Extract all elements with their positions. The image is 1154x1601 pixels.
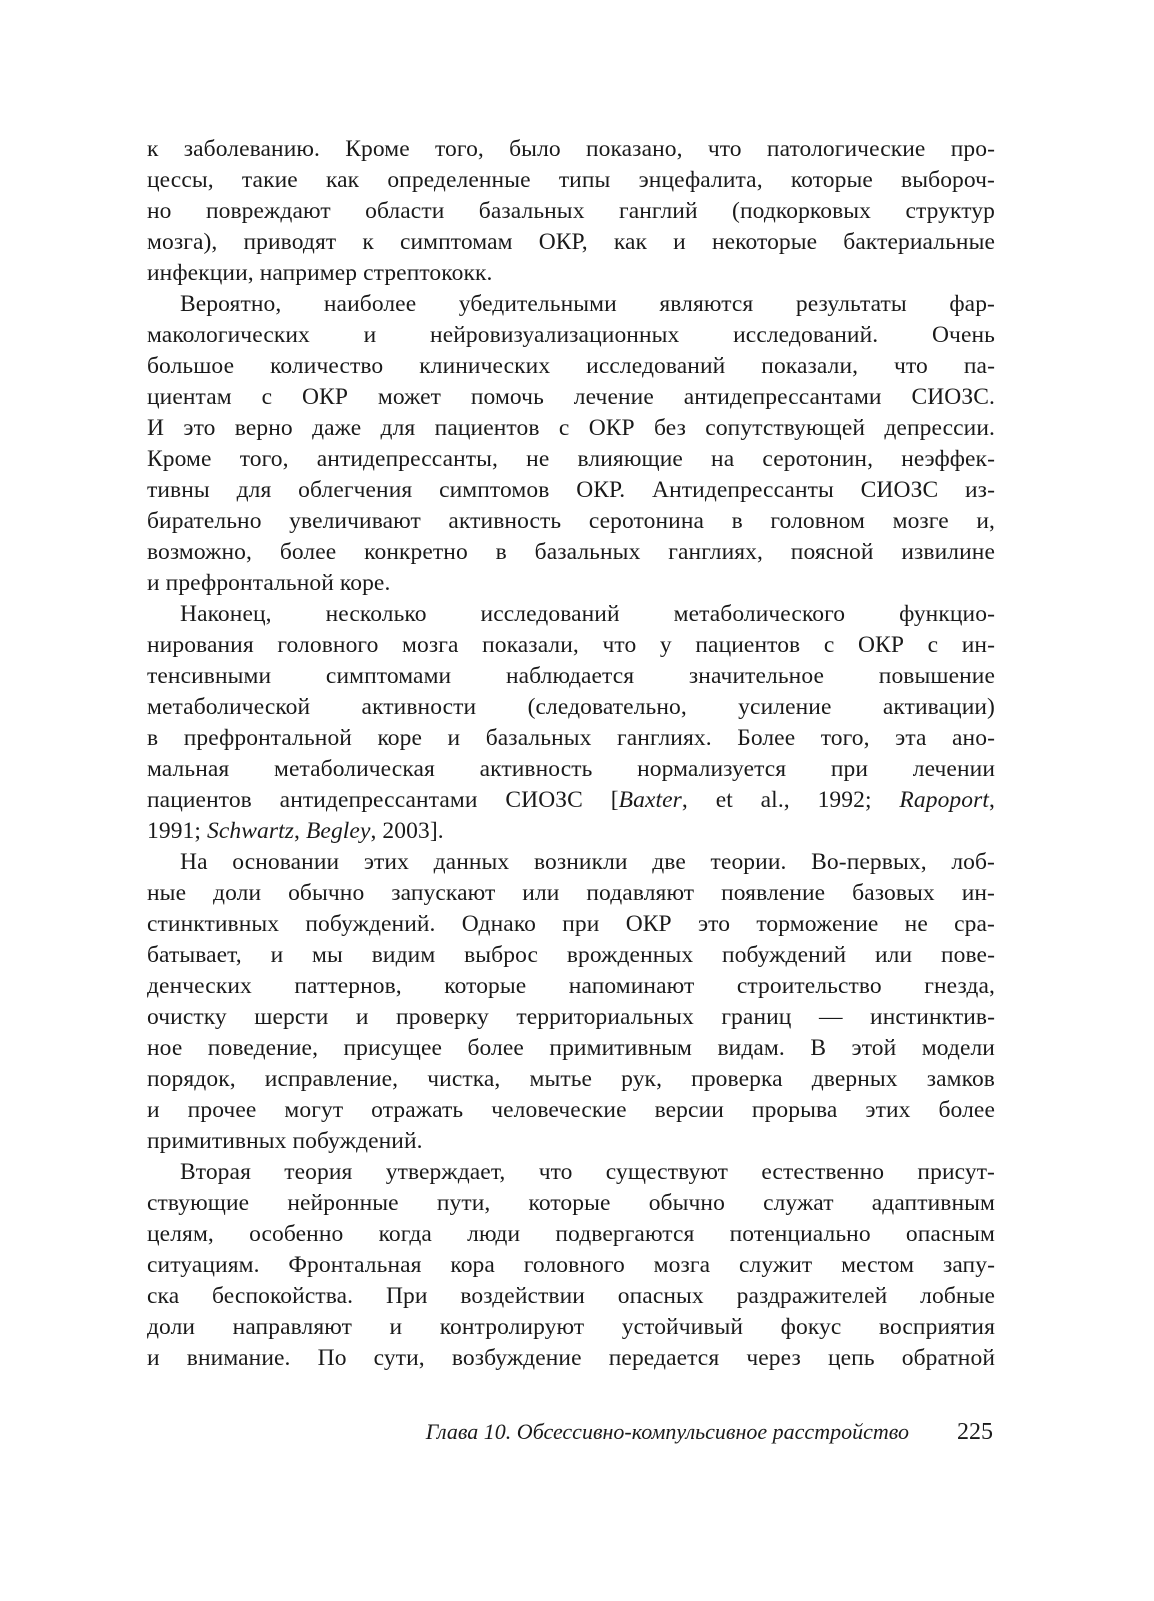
- page-footer: [147, 1415, 995, 1449]
- text-line: бирательно увеличивают активность серотонина в головном мозге и,: [147, 508, 995, 534]
- text-line: порядок, исправление, чистка, мытье рук, проверка дверных замков: [147, 1066, 995, 1092]
- citation-line: [147, 785, 995, 816]
- text-line: и префронтальной коре.: [147, 570, 391, 596]
- text-line: Кроме того, антидепрессанты, не влияющие на серотонин, неэффек-: [147, 446, 995, 472]
- citation-line: [147, 816, 995, 847]
- paragraph-4: [147, 847, 995, 1157]
- text-line: ситуациям. Фронтальная кора головного мозга служит местом запу-: [147, 1252, 995, 1278]
- text-line: ска беспокойства. При воздействии опасных раздражителей лобные: [147, 1283, 995, 1309]
- citation-text: , et al., 1992;: [681, 787, 900, 813]
- text-line: денческих паттернов, которые напоминают строительство гнезда,: [147, 973, 995, 999]
- text-line: мозга), приводят к симптомам ОКР, как и некоторые бактериальные: [147, 229, 995, 255]
- text-line: циентам с ОКР может помочь лечение антидепрессантами СИОЗС.: [147, 384, 995, 410]
- text-line: цессы, такие как определенные типы энцефалита, которые выбороч-: [147, 167, 995, 193]
- running-head: Глава 10. Обсессивно-компульсивное расстройство: [425, 1419, 909, 1444]
- text-line: ное поведение, присущее более примитивным видам. В этой модели: [147, 1035, 995, 1061]
- citation-text: ,: [294, 818, 306, 844]
- text-line: большое количество клинических исследований показали, что па-: [147, 353, 995, 379]
- citation-text: , 2003].: [370, 818, 444, 844]
- text-line: мальная метаболическая активность нормализуется при лечении: [147, 756, 995, 782]
- text-line: тенсивными симптомами наблюдается значительное повышение: [147, 663, 995, 689]
- text-line: батывает, и мы видим выброс врожденных побуждений или пове-: [147, 942, 995, 968]
- text-line: к заболеванию. Кроме того, было показано, что патологические про-: [147, 136, 995, 162]
- citation-author: Schwartz: [207, 818, 294, 844]
- text-line: Вероятно, наиболее убедительными являются результаты фар-: [180, 291, 995, 317]
- text-line: инфекции, например стрептококк.: [147, 260, 493, 286]
- paragraph-1: [147, 134, 995, 289]
- text-line: ствующие нейронные пути, которые обычно служат адаптивным: [147, 1190, 995, 1216]
- body-text: [147, 134, 995, 1374]
- text-line: На основании этих данных возникли две теории. Во-первых, лоб-: [180, 849, 995, 875]
- text-line: очистку шерсти и проверку территориальных границ — инстинктив-: [147, 1004, 995, 1030]
- page-number: 225: [957, 1419, 993, 1445]
- citation-author: Baxter: [618, 787, 682, 813]
- text-line: И это верно даже для пациентов с ОКР без сопутствующей депрессии.: [147, 415, 995, 441]
- text-line: тивны для облегчения симптомов ОКР. Антидепрессанты СИОЗС из-: [147, 477, 995, 503]
- citation-author: Begley: [305, 818, 371, 844]
- paragraph-5: [147, 1157, 995, 1374]
- text-line: и прочее могут отражать человеческие версии прорыва этих более: [147, 1097, 995, 1123]
- text-line: Наконец, несколько исследований метаболического функцио-: [180, 601, 995, 627]
- text-line: целям, особенно когда люди подвергаются потенциально опасным: [147, 1221, 995, 1247]
- citation-author: Rapoport: [899, 787, 990, 813]
- text-line: Вторая теория утверждает, что существуют естественно присут-: [180, 1159, 995, 1185]
- text-line: возможно, более конкретно в базальных ганглиях, поясной извилине: [147, 539, 995, 565]
- text-line: метаболической активности (следовательно, усиление активации): [147, 694, 995, 720]
- citation-text: пациентов антидепрессантами СИОЗС [: [147, 787, 619, 813]
- citation-text: 1991;: [147, 818, 208, 844]
- text-line: но повреждают области базальных ганглий (подкорковых структур: [147, 198, 995, 224]
- citation-text: ,: [989, 787, 995, 813]
- text-line: доли направляют и контролируют устойчивый фокус восприятия: [147, 1314, 995, 1340]
- paragraph-3: [147, 599, 995, 847]
- text-line: ные доли обычно запускают или подавляют появление базовых ин-: [147, 880, 995, 906]
- text-line: примитивных побуждений.: [147, 1128, 423, 1154]
- text-line: и внимание. По сути, возбуждение передается через цепь обратной: [147, 1345, 995, 1371]
- text-line: в префронтальной коре и базальных ганглиях. Более того, эта ано-: [147, 725, 995, 751]
- text-line: макологических и нейровизуализационных исследований. Очень: [147, 322, 995, 348]
- text-line: нирования головного мозга показали, что у пациентов с ОКР с ин-: [147, 632, 995, 658]
- paragraph-2: [147, 289, 995, 599]
- text-line: стинктивных побуждений. Однако при ОКР это торможение не сра-: [147, 911, 995, 937]
